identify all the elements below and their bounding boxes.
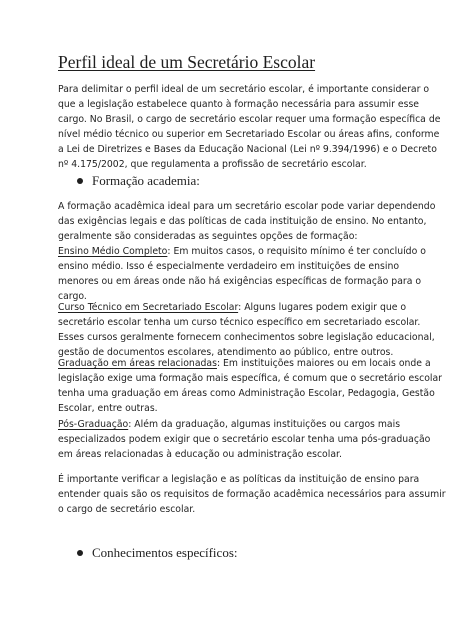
graduacao-term: Graduação em áreas relacionadas [58, 358, 217, 369]
intro-line: Para delimitar o perfil ideal de um secretário escolar, é importante considerar o [58, 84, 430, 95]
intro-line: nº 4.175/2002, que regulamenta a profissão de secretário escolar. [58, 159, 367, 170]
paragraph-line: Esses cursos geralmente fornecem conhecimentos sobre legislação educacional, [58, 332, 435, 343]
paragraph-text: : Em muitos casos, o requisito mínimo é ter concluído o [167, 246, 426, 257]
paragraph-line: menores ou em áreas onde não há exigências específicas de formação para o [58, 276, 422, 287]
paragraph-line: em áreas relacionadas à educação ou administração escolar. [58, 449, 342, 460]
paragraph-line: cargo. [58, 291, 87, 302]
paragraph-line: gestão de documentos escolares, atendimento ao público, entre outros. [58, 347, 394, 358]
bullet-dot-icon [77, 550, 83, 556]
page-title: Perfil ideal de um Secretário Escolar [58, 52, 316, 72]
ensino-medio-paragraph [58, 244, 430, 304]
paragraph-line: tenha uma graduação em áreas como Administração Escolar, Pedagogia, Gestão [58, 388, 435, 399]
paragraph-line: ensino médio. Isso é especialmente verdadeiro em instituições de ensino [58, 261, 400, 272]
conclusao-paragraph [58, 472, 446, 517]
graduacao-paragraph [58, 356, 443, 416]
paragraph-line: secretário escolar tenha um curso técnico específico em secretariado escolar. [58, 317, 421, 328]
curso-tecnico-term: Curso Técnico em Secretariado Escolar [58, 302, 239, 313]
pos-graduacao-paragraph [58, 417, 430, 462]
paragraph-text: : Em instituições maiores ou em locais onde a [216, 358, 431, 369]
intro-line: nível médio técnico ou superior em Secretariado Escolar ou áreas afins, conforme [58, 129, 440, 140]
intro-line: que a legislação estabelece quanto à formação necessária para assumir esse [58, 99, 420, 110]
pos-graduacao-term: Pós-Graduação [58, 419, 129, 430]
curso-tecnico-paragraph [58, 300, 435, 360]
paragraph-line: A formação acadêmica ideal para um secretário escolar pode variar dependendo [58, 201, 436, 212]
paragraph-line: legislação exige uma formação mais específica, é comum que o secretário escolar [58, 373, 443, 384]
paragraph-line: o cargo de secretário escolar. [58, 504, 196, 515]
bullet-conhecimentos [77, 545, 238, 561]
formacao-intro-paragraph [58, 199, 436, 244]
bullet-formacao [77, 173, 200, 189]
bullet-label: Conhecimentos específicos: [92, 545, 238, 560]
paragraph-line: Escolar, entre outras. [58, 403, 158, 414]
paragraph-line: das exigências legais e das políticas de cada instituição de ensino. No entanto, [58, 216, 427, 227]
intro-line: cargo. No Brasil, o cargo de secretário escolar requer uma formação específica de [58, 114, 441, 125]
bullet-label: Formação academia: [92, 173, 200, 188]
paragraph-line: É importante verificar a legislação e as políticas da instituição de ensino para [58, 474, 420, 485]
ensino-medio-term: Ensino Médio Completo [58, 246, 168, 257]
paragraph-line: geralmente são consideradas as seguintes opções de formação: [58, 231, 358, 242]
paragraph-text: : Além da graduação, algumas instituições ou cargos mais [128, 419, 401, 430]
bullet-dot-icon [77, 178, 83, 184]
intro-line: a Lei de Diretrizes e Bases da Educação Nacional (Lei nº 9.394/1996) e o Decreto [58, 144, 437, 155]
paragraph-line: especializados podem exigir que o secretário escolar tenha uma pós-graduação [58, 434, 431, 445]
intro-paragraph [58, 82, 441, 172]
paragraph-line: entender quais são os requisitos de formação acadêmica necessários para assumir [58, 489, 446, 500]
paragraph-text: : Alguns lugares podem exigir que o [238, 302, 407, 313]
